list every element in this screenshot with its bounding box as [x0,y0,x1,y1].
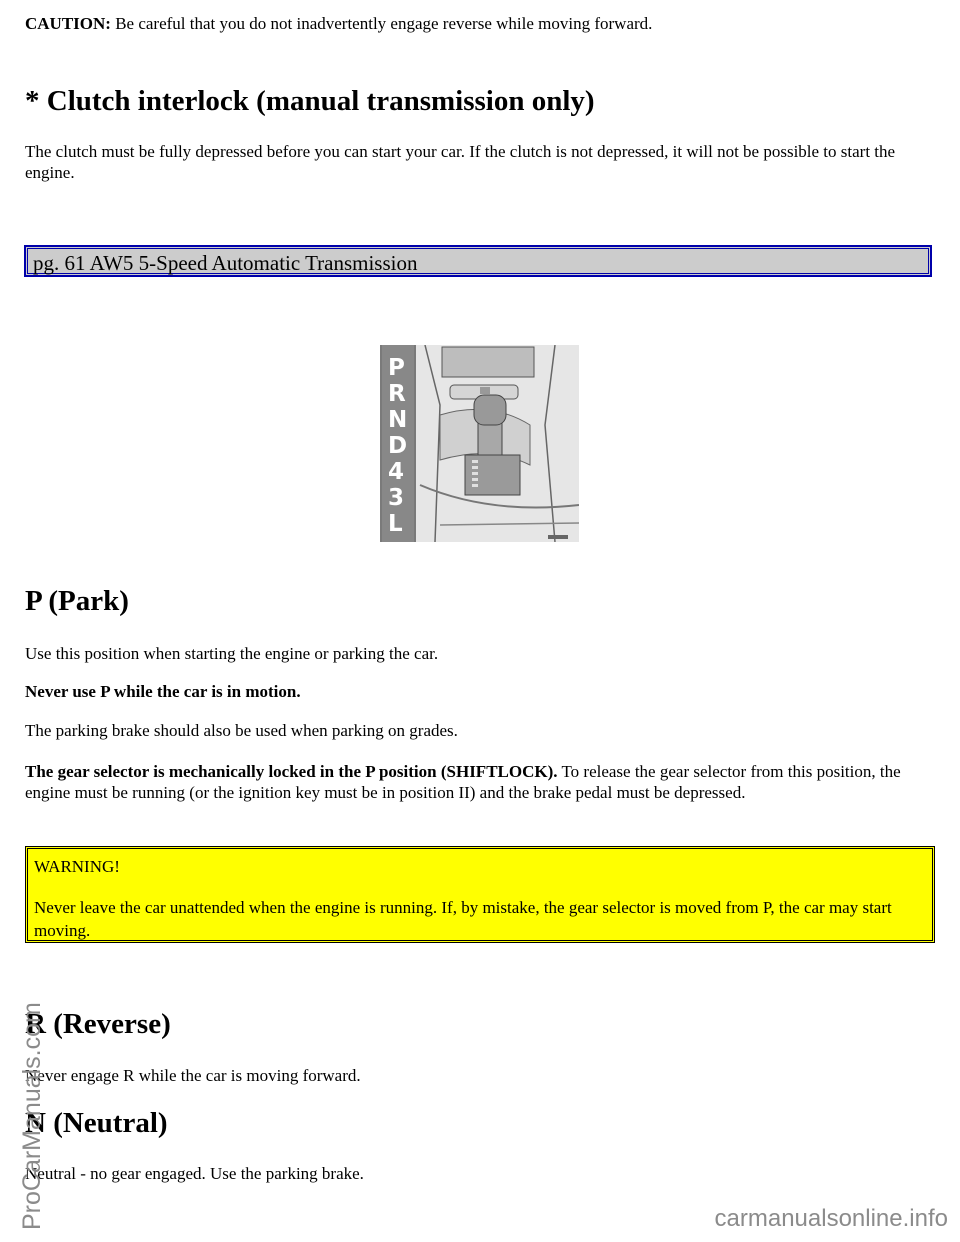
shiftlock-bold: The gear selector is mechanically locked in the P position (SHIFTLOCK). [25,762,558,781]
neutral-text: Neutral - no gear engaged. Use the parking brake. [25,1164,364,1183]
gear-letter-P: P [388,355,405,381]
gear-selector-drawing [380,345,579,542]
park-paragraph-4 [25,761,930,803]
park-paragraph-3: The parking brake should also be used when parking on grades. [25,721,458,740]
bottom-watermark: carmanualsonline.info [714,1205,948,1232]
side-watermark: ProCarManuals.com [18,1002,46,1230]
gear-letter-L: L [388,511,403,537]
page-section-bar [25,246,931,276]
caution-paragraph [25,13,930,34]
shiftlock-text: To release the gear selector from this position, the engine must be running (or the ignition key must be in position II) and the brake pedal must be depressed. [25,762,901,802]
gear-letter-N: N [388,407,408,433]
warning-text: Never leave the car unattended when the engine is running. If, by mistake, the gear selector is moved from P, the car may start moving. [34,898,892,940]
warning-box [25,846,935,943]
caution-text: Be careful that you do not inadvertently engage reverse while moving forward. [110,14,653,33]
page-section-title: pg. 61 AW5 5-Speed Automatic Transmission [33,251,418,275]
park-paragraph-2: Never use P while the car is in motion. [25,682,301,701]
gear-letter-D: D [388,433,408,459]
caution-label: CAUTION: [25,14,111,33]
clutch-heading: * Clutch interlock (manual transmission only) [25,85,595,117]
gear-letter-R: R [388,381,406,407]
gear-letter-4: 4 [388,459,405,485]
park-heading: P (Park) [25,585,129,617]
neutral-heading: N (Neutral) [25,1107,168,1139]
park-paragraph-1: Use this position when starting the engine or parking the car. [25,644,439,663]
reverse-text: Never engage R while the car is moving forward. [25,1066,361,1085]
gear-letter-3: 3 [388,485,405,511]
reverse-heading: R (Reverse) [25,1008,171,1040]
warning-title: WARNING! [34,857,120,876]
clutch-text: The clutch must be fully depressed before you can start your car. If the clutch is not depressed, it will not be possible to start the engine. [25,142,896,182]
gear-selector-illustration [380,345,579,542]
